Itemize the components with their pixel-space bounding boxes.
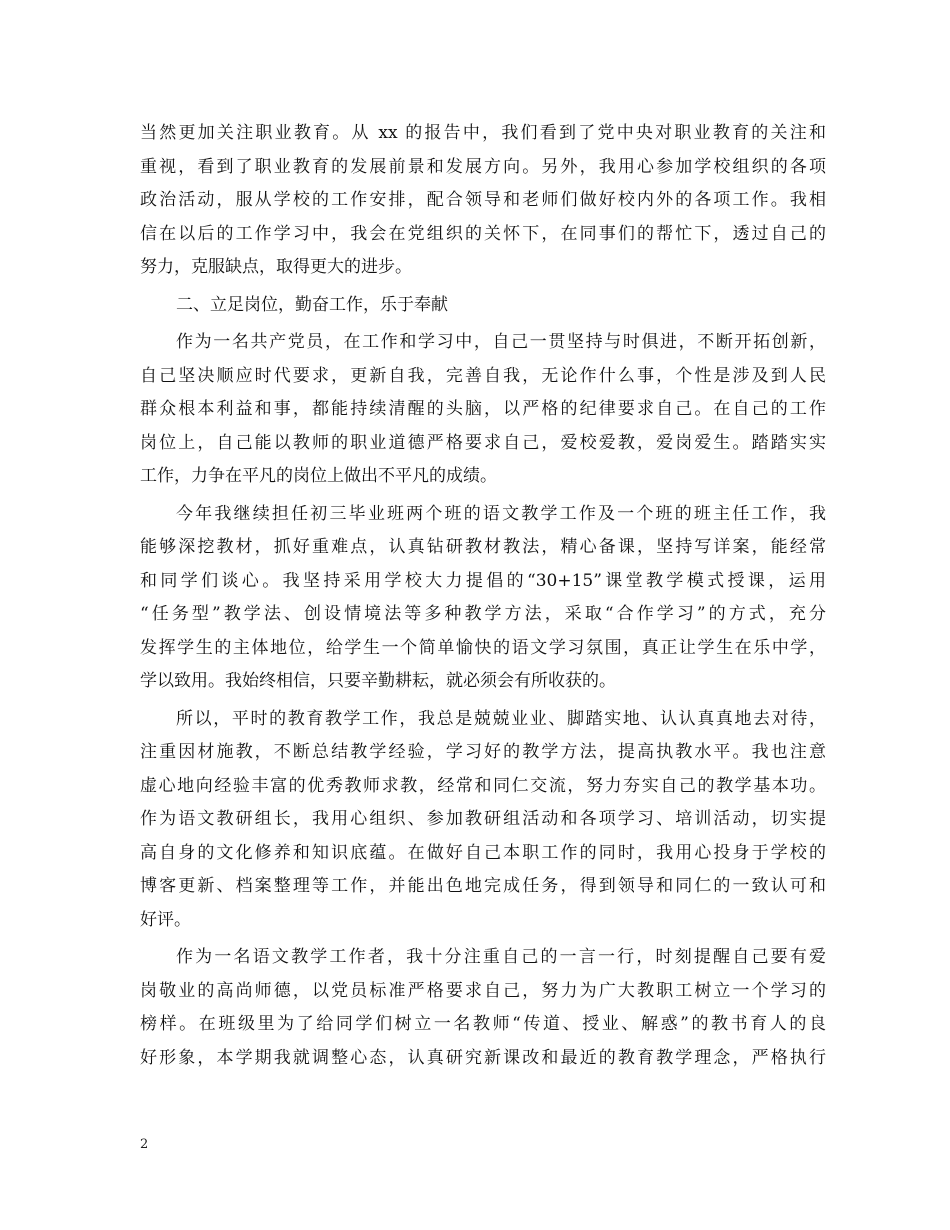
document-body <box>140 117 826 1075</box>
text-line: 今年我继续担任初三毕业班两个班的语文教学工作及一个班的班主任工作，我 <box>176 503 826 524</box>
text-line: 发挥学生的主体地位，给学生一个简单愉快的语文学习氛围，真正让学生在乐中学， <box>140 637 826 658</box>
text-line: 虚心地向经验丰富的优秀教师求教，经常和同仁交流，努力夯实自己的教学基本功。 <box>140 775 826 796</box>
paragraph <box>140 703 826 938</box>
text-line: 作为一名共产党员，在工作和学习中，自己一贯坚持与时俱进，不断开拓创新， <box>176 332 826 352</box>
text-line: 当然更加关注职业教育。从 xx 的报告中，我们看到了党中央对职业教育的关注和 <box>140 123 826 143</box>
text-line: 岗位上，自己能以教师的职业道德严格要求自己，爱校爱教，爱岗爱生。踏踏实实 <box>140 432 826 453</box>
text-line: 努力，克服缺点，取得更大的进步。 <box>140 257 412 277</box>
text-line: 信在以后的工作学习中，我会在党组织的关怀下，在同事们的帮忙下，透过自己的 <box>140 223 826 244</box>
text-line: 高自身的文化修养和知识底蕴。在做好自己本职工作的同时，我用心投身于学校的 <box>140 842 826 863</box>
text-line: 榜样。在班级里为了给同学们树立一名教师“传道、授业、解惑”的教书育人的良 <box>140 1014 826 1034</box>
paragraph <box>140 289 826 323</box>
text-line: 注重因材施教，不断总结教学经验，学习好的教学方法，提高执教水平。我也注意 <box>140 742 826 762</box>
page-number: 2 <box>140 1137 149 1152</box>
text-line: 作为一名语文教学工作者，我十分注重自己的一言一行，时刻提醒自己要有爱 <box>176 947 826 967</box>
text-line: 工作，力争在平凡的岗位上做出不平凡的成绩。 <box>140 466 497 486</box>
text-line: 所以，平时的教育教学工作，我总是兢兢业业、脚踏实地、认认真真地去对待， <box>176 708 826 729</box>
text-line: 岗敬业的高尚师德，以党员标准严格要求自己，努力为广大教职工树立一个学习的 <box>140 980 826 1001</box>
text-line: 二、立足岗位，勤奋工作，乐于奉献 <box>176 294 448 315</box>
text-line: 群众根本利益和事，都能持续清醒的头脑，以严格的纪律要求自己。在自己的工作 <box>140 399 826 419</box>
text-line: 自己坚决顺应时代要求，更新自我，完善自我，无论作什么事，个性是涉及到人民 <box>140 365 826 386</box>
paragraph <box>140 117 826 285</box>
text-line: 好形象，本学期我就调整心态，认真研究新课改和最近的教育教学理念，严格执行 <box>140 1047 826 1068</box>
text-line: 政治活动，服从学校的工作安排，配合领导和老师们做好校内外的各项工作。我相 <box>140 190 826 210</box>
text-line: “任务型”教学法、创设情境法等多种教学方法，采取“合作学习”的方式，充分 <box>140 604 826 624</box>
text-line: 能够深挖教材，抓好重难点，认真钻研教材教法，精心备课，坚持写详案，能经常 <box>140 537 826 557</box>
paragraph <box>140 941 826 1075</box>
text-line: 和同学们谈心。我坚持采用学校大力提倡的“30+15”课堂教学模式授课，运用 <box>140 570 826 591</box>
paragraph <box>140 326 826 494</box>
text-line: 重视，看到了职业教育的发展前景和发展方向。另外，我用心参加学校组织的各项 <box>140 156 826 177</box>
text-line: 好评。 <box>140 909 191 930</box>
text-line: 学以致用。我始终相信，只要辛勤耕耘，就必须会有所收获的。 <box>140 671 616 691</box>
text-line: 博客更新、档案整理等工作，并能出色地完成任务，得到领导和同仁的一致认可和 <box>140 876 826 896</box>
paragraph <box>140 498 826 699</box>
text-line: 作为语文教研组长，我用心组织、参加教研组活动和各项学习、培训活动，切实提 <box>140 809 826 829</box>
